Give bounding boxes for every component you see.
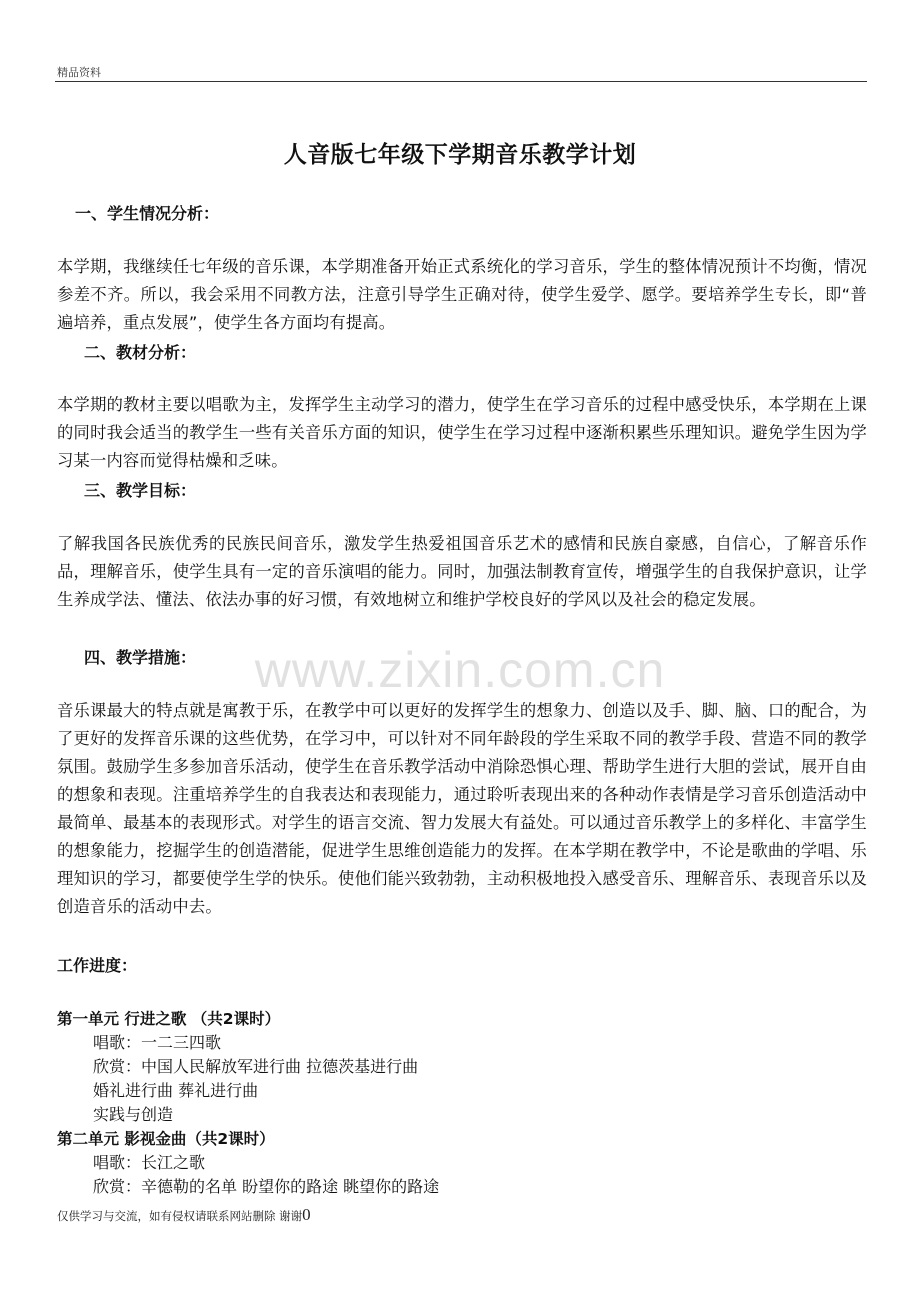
section-body-textbook-analysis: 本学期的教材主要以唱歌为主，发挥学生主动学习的潜力，使学生在学习音乐的过程中感受快乐，本学期在上课的同时我会适当的教学生一些有关音乐方面的知识，使学生在学习过程中逐渐积累些乐理知识。避免学生因为学习某一内容而觉得枯燥和乏味。	[57, 395, 867, 470]
unit-1-item: 婚礼进行曲 葬礼进行曲	[93, 1081, 259, 1100]
header-rule	[55, 81, 867, 82]
unit-1-item: 实践与创造	[93, 1105, 174, 1124]
footer-text: 仅供学习与交流，如有侵权请联系网站删除 谢谢	[57, 1209, 303, 1223]
unit-1-item: 欣赏：中国人民解放军进行曲 拉德茨基进行曲	[93, 1057, 419, 1076]
section-heading-teaching-measures: 四、教学措施：	[84, 648, 197, 667]
section-heading-textbook-analysis: 二、教材分析：	[84, 343, 197, 362]
watermark: www.zixin.com.cn	[254, 642, 666, 698]
page-number: 0	[302, 1205, 311, 1224]
unit-2-item: 唱歌：长江之歌	[93, 1153, 206, 1172]
section-heading-student-analysis: 一、学生情况分析：	[75, 204, 220, 223]
section-heading-teaching-goals: 三、教学目标：	[84, 481, 197, 500]
unit-2-item: 欣赏：辛德勒的名单 盼望你的路途 眺望你的路途	[93, 1177, 440, 1196]
unit-2-title: 第二单元 影视金曲（共2课时）	[57, 1130, 275, 1148]
section-body-student-analysis: 本学期，我继续任七年级的音乐课，本学期准备开始正式系统化的学习音乐，学生的整体情况预计不均衡，情况参差不齐。所以，我会采用不同教方法，注意引导学生正确对待，使学生爱学、愿学。要培养学生专长，即“普遍培养，重点发展”，使学生各方面均有提高。	[57, 257, 867, 332]
unit-1-item: 唱歌：一二三四歌	[93, 1033, 222, 1052]
page-title: 人音版七年级下学期音乐教学计划	[283, 142, 637, 168]
footer	[57, 1205, 311, 1225]
schedule-heading: 工作进度：	[57, 956, 138, 975]
header-label: 精品资料	[57, 66, 101, 79]
section-body-teaching-goals: 了解我国各民族优秀的民族民间音乐，激发学生热爱祖国音乐艺术的感情和民族自豪感，自信心，了解音乐作品，理解音乐，使学生具有一定的音乐演唱的能力。同时，加强法制教育宣传，增强学生的自我保护意识，让学生养成学法、懂法、依法办事的好习惯，有效地树立和维护学校良好的学风以及社会的稳定发展。	[57, 534, 867, 609]
section-body-teaching-measures: 音乐课最大的特点就是寓教于乐，在教学中可以更好的发挥学生的想象力、创造以及手、脚、脑、口的配合，为了更好的发挥音乐课的这些优势，在学习中，可以针对不同年龄段的学生采取不同的教学手段、营造不同的教学氛围。鼓励学生多参加音乐活动，使学生在音乐教学活动中消除恐惧心理、帮助学生进行大胆的尝试，展开自由的想象和表现。注重培养学生的自我表达和表现能力，通过聆听表现出来的各种动作表情是学习音乐创造活动中最简单、最基本的表现形式。对学生的语言交流、智力发展大有益处。可以通过音乐教学上的多样化、丰富学生的想象能力，挖掘学生的创造潜能，促进学生思维创造能力的发挥。在本学期在教学中，不论是歌曲的学唱、乐理知识的学习，都要使学生学的快乐。使他们能兴致勃勃，主动积极地投入感受音乐、理解音乐、表现音乐以及创造音乐的活动中去。	[57, 701, 867, 916]
unit-1-title: 第一单元 行进之歌 （共2课时）	[57, 1010, 281, 1028]
